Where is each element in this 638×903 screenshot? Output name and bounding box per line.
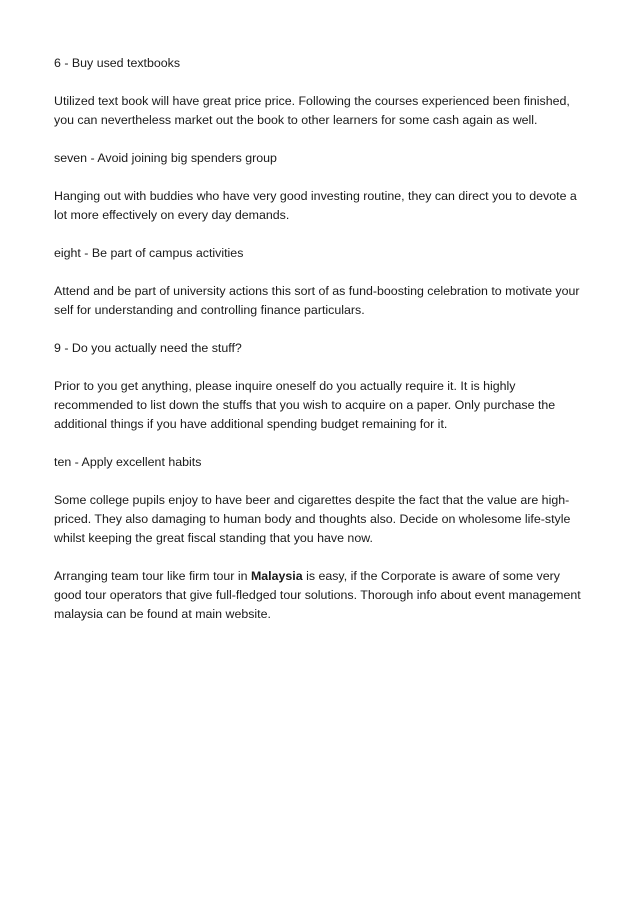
closing-text-after: is easy, if the Corporate is aware of some very good tour operators that give full-fledged tour solutions. Thorough info about event management malaysia can be found at main website. — [54, 569, 581, 621]
section-body-6: Utilized text book will have great price price. Following the courses experienced been finished, you can nevertheless market out the book to other learners for some cash again as well. — [54, 94, 570, 127]
closing-bold-link[interactable]: Malaysia — [250, 569, 303, 583]
section-body-9: Prior to you get anything, please inquire oneself do you actually require it. It is highly recommended to list down the stuffs that you wish to acquire on a paper. Only purchase the additional things if you have additional spending budget remaining for it. — [54, 379, 556, 431]
section-heading-10: ten - Apply excellent habits — [54, 455, 202, 469]
section-body-8: Attend and be part of university actions this sort of as fund-boosting celebration to motivate your self for understanding and controlling finance particulars. — [54, 284, 580, 317]
section-heading-7: seven - Avoid joining big spenders group — [54, 151, 277, 165]
section-heading-9: 9 - Do you actually need the stuff? — [54, 341, 242, 355]
closing-text-before: Arranging team tour like firm tour in — [54, 569, 251, 583]
document-page — [54, 54, 584, 643]
section-body-7: Hanging out with buddies who have very good investing routine, they can direct you to devote a lot more effectively on every day demands. — [54, 189, 577, 222]
section-heading-6: 6 - Buy used textbooks — [54, 56, 181, 70]
section-body-10: Some college pupils enjoy to have beer and cigarettes despite the fact that the value are high-priced. They also damaging to human body and thoughts also. Decide on wholesome life-style whilst keeping the great fiscal standing that you have now. — [54, 493, 571, 545]
closing-paragraph — [54, 567, 584, 624]
section-heading-8: eight - Be part of campus activities — [54, 246, 244, 260]
